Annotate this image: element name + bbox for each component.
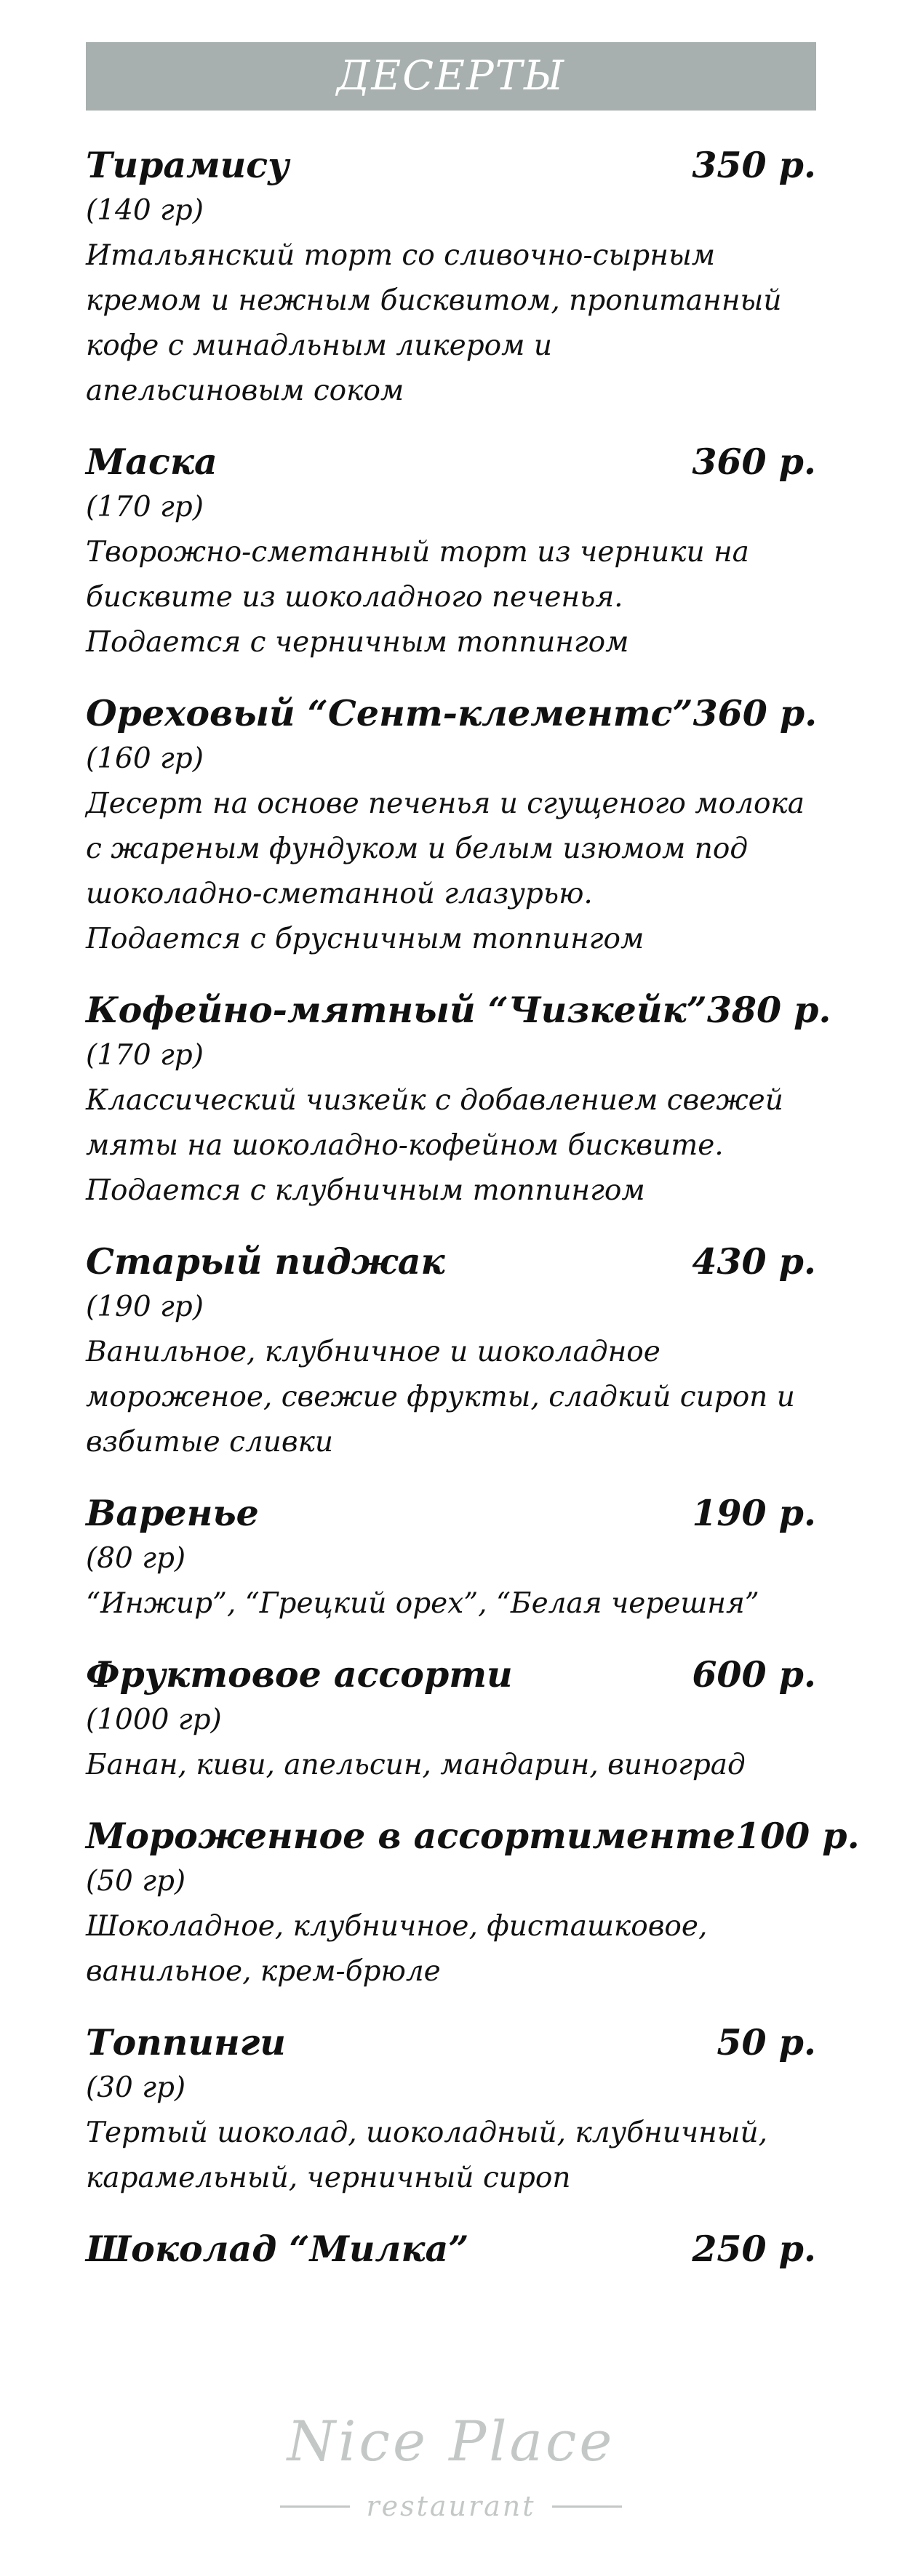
item-weight: (160 гр) bbox=[86, 742, 204, 775]
item-name: Старый пиджак bbox=[86, 1240, 445, 1283]
menu-item-tiramisu bbox=[86, 142, 828, 414]
item-price: 250 р. bbox=[692, 2228, 816, 2270]
menu-item-old-jacket bbox=[86, 1238, 828, 1465]
item-name: Тирамису bbox=[86, 144, 290, 186]
item-price: 100 р. bbox=[735, 1815, 860, 1857]
item-name: Варенье bbox=[86, 1492, 259, 1534]
item-name: Ореховый “Сент-клементс” bbox=[86, 692, 693, 734]
item-description: Итальянский торт со сливочно-сырным кремом и нежным бисквитом, пропитанный кофе с минадльным ликером и апельсиновым соком bbox=[86, 239, 782, 407]
menu-item-fruit-assorti bbox=[86, 1651, 828, 1788]
item-weight: (170 гр) bbox=[86, 491, 204, 523]
item-weight: (80 гр) bbox=[86, 1542, 186, 1575]
item-weight: (1000 гр) bbox=[86, 1704, 222, 1736]
item-name: Кофейно-мятный “Чизкейк” bbox=[86, 989, 707, 1031]
item-description: Десерт на основе печенья и сгущеного молока с жареным фундуком и белым изюмом под шоколадно-сметанной глазурью. Подается с брусничным топпингом bbox=[86, 787, 805, 955]
restaurant-logo bbox=[218, 2409, 684, 2545]
item-name: Фруктовое ассорти bbox=[86, 1653, 513, 1696]
item-description: Тертый шоколад, шоколадный, клубничный, карамельный, черничный сироп bbox=[86, 2116, 768, 2194]
item-price: 360 р. bbox=[692, 441, 816, 483]
logo-divider-right bbox=[552, 2505, 622, 2508]
item-weight: (30 гр) bbox=[86, 2071, 186, 2104]
menu-item-milka-chocolate bbox=[86, 2226, 828, 2272]
menu-item-toppings bbox=[86, 2019, 828, 2201]
item-price: 190 р. bbox=[692, 1492, 816, 1534]
logo-divider-left bbox=[280, 2505, 350, 2508]
item-name: Топпинги bbox=[86, 2021, 286, 2063]
item-description: Шоколадное, клубничное, фисташковое, ванильное, крем-брюле bbox=[86, 1910, 708, 1988]
menu-item-jam bbox=[86, 1490, 828, 1626]
item-name: Маска bbox=[86, 441, 217, 483]
item-weight: (170 гр) bbox=[86, 1039, 204, 1072]
item-weight: (50 гр) bbox=[86, 1865, 186, 1898]
item-description: Банан, киви, апельсин, мандарин, виноград bbox=[86, 1749, 746, 1781]
item-price: 350 р. bbox=[692, 144, 816, 186]
section-header-band bbox=[86, 42, 816, 111]
menu-item-ice-cream bbox=[86, 1813, 860, 1994]
dessert-menu-list bbox=[86, 142, 860, 2297]
item-weight: (140 гр) bbox=[86, 194, 204, 227]
item-price: 380 р. bbox=[706, 989, 831, 1031]
menu-item-maska bbox=[86, 438, 828, 665]
menu-item-cheesecake bbox=[86, 987, 831, 1213]
item-price: 600 р. bbox=[692, 1653, 816, 1696]
logo-tagline: restaurant bbox=[366, 2490, 536, 2522]
item-description: Творожно-сметанный торт из черники на бисквите из шоколадного печенья. Подается с черничным топпингом bbox=[86, 536, 749, 659]
item-price: 430 р. bbox=[692, 1240, 816, 1283]
item-description: Классический чизкейк с добавлением свежей мяты на шоколадно-кофейном бисквите. Подается с клубничным топпингом bbox=[86, 1084, 783, 1207]
item-name: Мороженное в ассортименте bbox=[86, 1815, 735, 1857]
item-name: Шоколад “Милка” bbox=[86, 2228, 469, 2270]
item-price: 360 р. bbox=[693, 692, 818, 734]
item-weight: (190 гр) bbox=[86, 1291, 204, 1323]
section-title: ДЕСЕРТЫ bbox=[336, 52, 566, 100]
item-price: 50 р. bbox=[717, 2021, 816, 2063]
logo-name: Nice Place bbox=[287, 2409, 615, 2473]
item-description: “Инжир”, “Грецкий орех”, “Белая черешня” bbox=[86, 1587, 759, 1620]
menu-item-st-clements bbox=[86, 690, 828, 962]
item-description: Ванильное, клубничное и шоколадное мороженое, свежие фрукты, сладкий сироп и взбитые сливки bbox=[86, 1336, 795, 1458]
